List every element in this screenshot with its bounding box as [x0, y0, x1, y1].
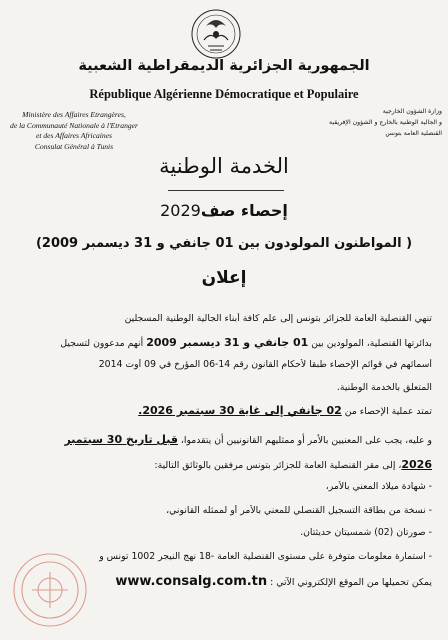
website-link[interactable]: www.consalg.com.tn — [115, 574, 268, 589]
text-run: أنهم مدعوون لتسجيل — [60, 338, 147, 349]
algeria-emblem-icon — [186, 6, 246, 62]
republic-french: République Algérienne Démocratique et Populaire — [89, 87, 359, 101]
ministry-line: et des Affaires Africaines — [35, 131, 112, 140]
date-range-bold: 01 جانفي و 31 ديسمبر 2009 — [146, 336, 309, 349]
born-range: ( المواطنون المولودون بين 01 جانفي و 31 ديسمبر 2009) — [35, 236, 413, 251]
ministry-french-block — [4, 110, 144, 152]
ministry-line: de la Communauté Nationale à l'Etranger — [10, 120, 138, 130]
title-underline — [168, 190, 284, 191]
paragraph-line — [14, 433, 432, 446]
text-run: يمكن تحميلها من الموقع الإلكتروني الآتي : — [267, 577, 432, 588]
document-item: - شهادة ميلاد المعني بالأمر، — [325, 481, 432, 492]
text-run: و عليه، يجب على المعنيين بالأمر أو ممثليهم القانونيين أن يتقدموا، — [177, 435, 432, 446]
paragraph-line: أسمائهم في قوائم الإحصاء طبقا لأحكام القانون رقم 14-06 المؤرخ في 09 أوت 2014 — [98, 359, 432, 370]
census-period-bold: 02 جانفي إلى غاية 30 سبتمبر 2026. — [138, 404, 342, 417]
census-period-line — [14, 404, 432, 417]
ministry-line: Ministère des Affaires Etrangères, — [22, 110, 126, 119]
text-run: بدائرتها القنصلية، المولودين بين — [308, 338, 432, 349]
census-title — [0, 201, 448, 220]
census-year: 2029 — [160, 201, 201, 220]
ministry-line: وزارة الشؤون الخارجية — [382, 108, 442, 115]
deadline-bold: قبل تاريخ 30 سبتمبر — [64, 433, 178, 446]
census-word: إحصاء صف — [200, 201, 288, 220]
paragraph-line — [14, 458, 432, 471]
consulate-line: Consulat Général à Tunis — [34, 141, 114, 151]
consulate-stamp-icon — [2, 530, 88, 640]
announcement-heading: إعلان — [201, 268, 247, 288]
info-line: - استمارة معلومات متوفرة على مستوى القنصلية العامة -18 نهج النيجر 1002 تونس و — [99, 551, 432, 562]
ministry-arabic-block — [302, 106, 442, 139]
document-item: - نسخة من بطاقة التسجيل القنصلي للمعني بالأمر أو لممثله القانوني، — [166, 505, 432, 516]
consulate-line: القنصلية العامة بتونس — [385, 130, 442, 137]
deadline-year: 2026 — [401, 458, 432, 471]
text-run: ، إلى مقر القنصلية العامة للجزائر بتونس مرفقين بالوثائق التالية: — [154, 460, 402, 471]
paragraph-line: المتعلق بالخدمة الوطنية. — [336, 382, 432, 393]
national-service-title: الخدمة الوطنية — [159, 154, 289, 178]
paragraph-line: تنهي القنصلية العامة للجزائر بتونس إلى علم كافة أبناء الجالية الوطنية المسجلين — [124, 313, 432, 324]
republic-arabic: الجمهورية الجزائرية الديمقراطية الشعبية — [78, 58, 370, 74]
document-item: - صورتان (02) شمسيتان حديثتان. — [300, 527, 432, 538]
ministry-line: و الجالية الوطنية بالخارج و الشؤون الإفريقية — [329, 119, 442, 126]
paragraph-line — [14, 336, 432, 349]
text-run: تمتد عملية الإحصاء من — [341, 406, 432, 417]
